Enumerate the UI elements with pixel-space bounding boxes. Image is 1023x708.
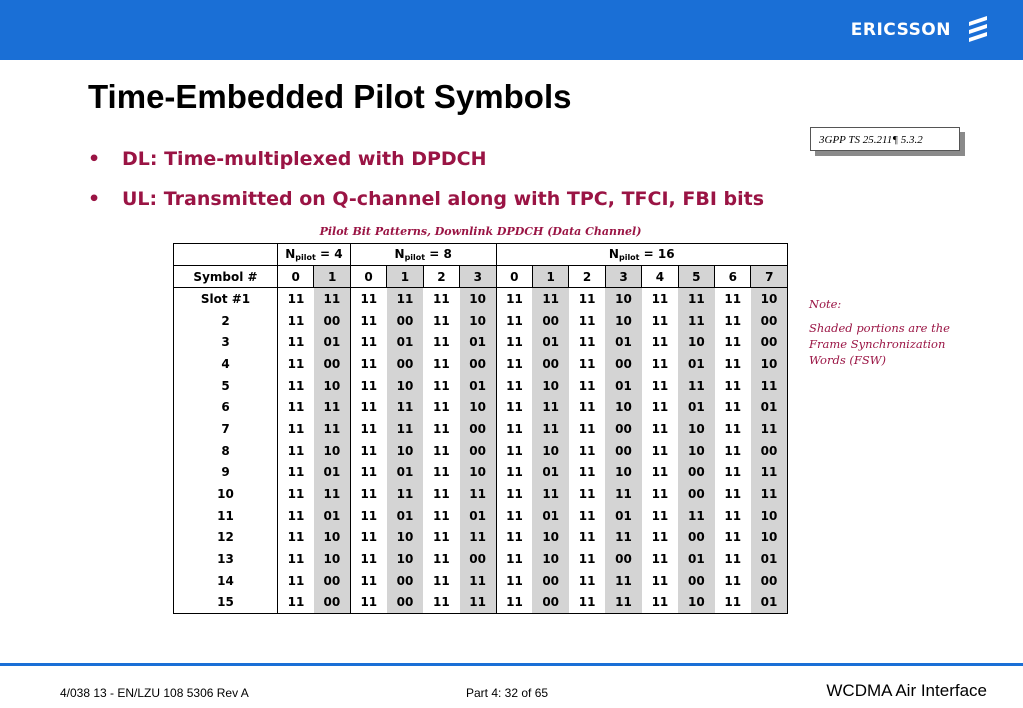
- pilot-bit-cell: 11: [605, 570, 641, 592]
- slot-label-cell: 11: [174, 505, 278, 527]
- pilot-bit-cell: 11: [651, 356, 669, 371]
- pilot-bit-cell: 01: [460, 505, 496, 527]
- table-row: [174, 505, 788, 527]
- pilot-bit-cell: 11: [642, 592, 678, 614]
- pilot-bit-cell: 11: [506, 552, 523, 567]
- pilot-bit-cell: 01: [605, 505, 641, 527]
- pilot-bit-cell: 11: [287, 443, 305, 458]
- pilot-bit-cell: 11: [433, 313, 450, 328]
- pilot-bit-cell: 11: [724, 291, 742, 306]
- pilot-bit-cell: 10: [460, 396, 496, 418]
- pilot-bit-cell: 10: [751, 353, 788, 375]
- pilot-bit-cell: 10: [387, 375, 423, 397]
- pilot-bit-cell: 00: [532, 592, 568, 614]
- pilot-bit-cell: 11: [506, 443, 523, 458]
- table-row: [174, 462, 788, 484]
- group-header-npilot-8: $N_{pilot} = 8$: [350, 244, 496, 266]
- pilot-bit-cell: 11: [578, 421, 596, 436]
- pilot-bit-cell: 00: [751, 331, 788, 353]
- pilot-bit-cell: 11: [651, 335, 669, 350]
- pilot-bit-cell: 01: [314, 462, 350, 484]
- pilot-bit-cell: 11: [651, 573, 669, 588]
- pilot-bit-cell: 00: [751, 570, 788, 592]
- reference-callout: 3GPP TS 25.211¶ 5.3.2: [810, 127, 960, 151]
- pilot-bit-cell: 11: [360, 291, 378, 306]
- pilot-bit-cell: 11: [433, 487, 450, 502]
- pilot-bit-cell: 10: [678, 592, 714, 614]
- pilot-bit-cell: 10: [387, 440, 423, 462]
- table-row: [174, 353, 788, 375]
- pilot-bit-cell: 11: [360, 552, 378, 567]
- pilot-bit-cell: 10: [460, 288, 496, 310]
- pilot-bit-cell: 11: [460, 592, 496, 614]
- pilot-bit-cell: 10: [387, 548, 423, 570]
- symbol-header-cell: 1: [314, 266, 350, 288]
- pilot-bit-cell: 11: [287, 400, 305, 415]
- pilot-bit-cell: 11: [506, 313, 523, 328]
- pilot-bit-cell: 00: [605, 418, 641, 440]
- table-row: [174, 592, 788, 614]
- pilot-bit-cell: 10: [678, 418, 714, 440]
- footer-product: WCDMA Air Interface: [826, 681, 987, 700]
- pilot-bit-cell: 11: [360, 465, 378, 480]
- pilot-bit-cell: 11: [287, 465, 305, 480]
- table-row: [174, 570, 788, 592]
- pilot-bit-cell: 11: [651, 487, 669, 502]
- pilot-bit-cell: 01: [751, 548, 788, 570]
- pilot-bit-cell: 11: [506, 465, 523, 480]
- pilot-bit-cell: 11: [578, 573, 596, 588]
- pilot-bit-cell: 01: [532, 331, 568, 353]
- note-box: [809, 296, 979, 376]
- pilot-bit-cell: 01: [751, 396, 788, 418]
- pilot-bit-cell: 11: [651, 291, 669, 306]
- pilot-bit-cell: 11: [506, 291, 523, 306]
- symbol-header-cell: 7: [751, 266, 788, 288]
- pilot-bit-cell: 00: [314, 353, 350, 375]
- pilot-bit-cell: 11: [605, 592, 641, 614]
- pilot-bit-cell: 11: [460, 527, 496, 549]
- pilot-bit-cell: 10: [751, 505, 788, 527]
- symbol-header-row: [174, 266, 788, 288]
- pilot-bit-cell: 11: [433, 530, 450, 545]
- pilot-bit-cell: 11: [651, 552, 669, 567]
- pilot-bit-cell: 11: [433, 378, 450, 393]
- pilot-bit-cell: 01: [387, 462, 423, 484]
- pilot-bit-cell: 01: [460, 375, 496, 397]
- symbol-header-cell: 5: [678, 266, 714, 288]
- footer-page-number: Part 4: 32 of 65: [466, 686, 549, 700]
- pilot-bit-cell: 11: [724, 421, 742, 436]
- pilot-bit-cell: 01: [605, 375, 641, 397]
- pilot-bit-cell: 11: [651, 421, 669, 436]
- symbol-header-cell: 2: [423, 266, 459, 288]
- pilot-bit-cell: 11: [578, 552, 596, 567]
- table-caption: Pilot Bit Patterns, Downlink DPDCH (Data Channel): [319, 225, 642, 238]
- pilot-bit-cell: 10: [460, 310, 496, 332]
- pilot-bit-cell: 11: [433, 552, 450, 567]
- pilot-bit-cell: 00: [751, 440, 788, 462]
- table-row: [174, 310, 788, 332]
- table-row: [174, 527, 788, 549]
- pilot-bit-cell: 11: [751, 418, 788, 440]
- pilot-bit-cell: 11: [506, 335, 523, 350]
- pilot-bit-cell: 11: [287, 573, 305, 588]
- pilot-bit-cell: 11: [532, 483, 568, 505]
- pilot-bit-cell: 11: [287, 487, 305, 502]
- pilot-bit-cell: 00: [314, 592, 350, 614]
- pilot-bit-cell: 10: [532, 375, 568, 397]
- pilot-bit-cell: 11: [724, 356, 742, 371]
- pilot-bit-cell: 11: [751, 375, 788, 397]
- pilot-bit-cell: 10: [751, 288, 788, 310]
- symbol-header-cell: 3: [460, 266, 496, 288]
- symbol-header-cell: 4: [642, 266, 678, 288]
- pilot-bit-cell: 11: [678, 288, 714, 310]
- pilot-bit-cell: 01: [314, 331, 350, 353]
- pilot-bit-cell: 11: [387, 418, 423, 440]
- pilot-bit-cell: 00: [387, 310, 423, 332]
- pilot-bit-cell: 00: [532, 310, 568, 332]
- pilot-bit-cell: 01: [460, 331, 496, 353]
- pilot-bit-cell: 11: [287, 378, 305, 393]
- pilot-bit-cell: 01: [751, 592, 788, 614]
- pilot-bit-cell: 11: [506, 378, 523, 393]
- pilot-bit-cell: 01: [387, 331, 423, 353]
- symbol-header-cell: 0: [350, 266, 386, 288]
- pilot-bit-cell: 11: [506, 487, 523, 502]
- corner-cell: [174, 244, 278, 266]
- slot-label-cell: 15: [174, 592, 278, 614]
- slot-label-cell: 5: [174, 375, 278, 397]
- pilot-bit-cell: 11: [287, 508, 305, 523]
- pilot-bit-cell: 10: [314, 375, 350, 397]
- slot-label-cell: 10: [174, 483, 278, 505]
- pilot-bit-cell: 01: [678, 353, 714, 375]
- pilot-bit-cell: 11: [724, 335, 742, 350]
- pilot-bit-cell: 11: [506, 356, 523, 371]
- pilot-bit-cell: 11: [506, 573, 523, 588]
- pilot-bit-cell: 10: [532, 440, 568, 462]
- pilot-bit-cell: 11: [433, 335, 450, 350]
- pilot-bit-cell: 11: [578, 508, 596, 523]
- pilot-bit-cell: 01: [532, 505, 568, 527]
- pilot-bit-cell: 11: [715, 592, 751, 614]
- pilot-bit-cell: 10: [605, 288, 641, 310]
- pilot-bit-cell: 11: [314, 483, 350, 505]
- pilot-bit-cell: 11: [724, 487, 742, 502]
- pilot-bit-cell: 11: [678, 505, 714, 527]
- pilot-bit-cell: 00: [387, 592, 423, 614]
- pilot-bit-cell: 11: [423, 592, 459, 614]
- pilot-bit-cell: 01: [387, 505, 423, 527]
- pilot-bit-cell: 11: [651, 400, 669, 415]
- slot-label-cell: 2: [174, 310, 278, 332]
- pilot-bit-cell: 00: [605, 353, 641, 375]
- group-header-row: [174, 244, 788, 266]
- pilot-bit-cell: 11: [724, 443, 742, 458]
- pilot-bit-cell: 11: [287, 530, 305, 545]
- pilot-bit-cell: 11: [578, 378, 596, 393]
- pilot-bit-cell: 11: [350, 592, 386, 614]
- page-title: Time-Embedded Pilot Symbols: [88, 78, 572, 115]
- pilot-bit-cell: 11: [651, 378, 669, 393]
- pilot-bit-cell: 11: [287, 335, 305, 350]
- pilot-bit-cell: 11: [496, 592, 532, 614]
- table-row: [174, 418, 788, 440]
- pilot-bit-cell: 11: [460, 570, 496, 592]
- pilot-bit-cell: 01: [605, 331, 641, 353]
- pilot-bit-cell: 11: [360, 530, 378, 545]
- slot-label-cell: 3: [174, 331, 278, 353]
- table-row: [174, 331, 788, 353]
- slot-label-cell: 8: [174, 440, 278, 462]
- pilot-bit-cell: 11: [360, 573, 378, 588]
- pilot-bit-cell: 11: [678, 375, 714, 397]
- symbol-header-cell: 1: [532, 266, 568, 288]
- pilot-bit-cell: 11: [287, 421, 305, 436]
- pilot-bit-cell: 10: [605, 396, 641, 418]
- pilot-bit-cell: 11: [433, 465, 450, 480]
- pilot-bit-cell: 11: [360, 443, 378, 458]
- pilot-bit-cell: 11: [651, 443, 669, 458]
- pilot-bit-cell: 10: [532, 527, 568, 549]
- pilot-bit-cell: 11: [387, 396, 423, 418]
- table-row: [174, 548, 788, 570]
- pilot-bit-cell: 11: [360, 313, 378, 328]
- pilot-bit-cell: 11: [314, 418, 350, 440]
- pilot-bit-cell: 11: [506, 508, 523, 523]
- bullet-marker: •: [88, 148, 101, 170]
- pilot-bit-cell: 11: [578, 291, 596, 306]
- pilot-bit-cell: 11: [387, 483, 423, 505]
- pilot-bit-cell: 11: [360, 421, 378, 436]
- pilot-bit-cell: 11: [578, 443, 596, 458]
- pilot-bit-cell: 11: [751, 483, 788, 505]
- pilot-bit-cell: 11: [287, 356, 305, 371]
- pilot-bit-cell: 11: [314, 288, 350, 310]
- pilot-bit-cell: 10: [314, 527, 350, 549]
- pilot-bit-cell: 00: [751, 310, 788, 332]
- footer-doc-id: 4/038 13 - EN/LZU 108 5306 Rev A: [60, 686, 249, 700]
- pilot-bit-cell: 10: [605, 462, 641, 484]
- pilot-bit-cell: 11: [569, 592, 605, 614]
- group-header-npilot-16: $N_{pilot} = 16$: [496, 244, 787, 266]
- pilot-bit-cell: 11: [506, 421, 523, 436]
- pilot-bit-cell: 11: [578, 356, 596, 371]
- slot-label-cell: 6: [174, 396, 278, 418]
- slot-label-cell: 9: [174, 462, 278, 484]
- pilot-bit-cell: 11: [678, 310, 714, 332]
- pilot-bit-cell: 11: [287, 313, 305, 328]
- symbol-label: Symbol #: [174, 266, 278, 288]
- pilot-bit-cell: 00: [678, 483, 714, 505]
- pilot-bit-cell: 11: [724, 508, 742, 523]
- bullet-text: DL: Time-multiplexed with DPDCH: [122, 148, 487, 170]
- pilot-bit-cell: 01: [678, 548, 714, 570]
- pilot-bit-cell: 11: [532, 288, 568, 310]
- pilot-bit-cell: 00: [460, 440, 496, 462]
- pilot-bit-cell: 00: [605, 548, 641, 570]
- note-heading: Note:: [809, 297, 842, 311]
- slot-label-cell: 13: [174, 548, 278, 570]
- symbol-header-cell: 2: [569, 266, 605, 288]
- pilot-bit-cell: 11: [287, 552, 305, 567]
- pilot-bit-cell: 01: [678, 396, 714, 418]
- pilot-bit-cell: 11: [360, 356, 378, 371]
- slot-label-cell: Slot #1: [174, 288, 278, 310]
- symbol-header-cell: 0: [496, 266, 532, 288]
- pilot-bit-cell: 11: [651, 530, 669, 545]
- pilot-bit-cell: 11: [724, 552, 742, 567]
- pilot-bit-cell: 11: [578, 530, 596, 545]
- pilot-bit-cell: 11: [724, 530, 742, 545]
- pilot-bit-cell: 11: [532, 418, 568, 440]
- pilot-bit-cell: 11: [278, 592, 314, 614]
- pilot-bit-cell: 11: [433, 421, 450, 436]
- pilot-bit-cell: 11: [314, 396, 350, 418]
- pilot-bit-cell: 11: [724, 378, 742, 393]
- bullet-marker: •: [88, 188, 101, 210]
- pilot-bit-cell: 11: [506, 530, 523, 545]
- pilot-bit-cell: 00: [532, 570, 568, 592]
- pilot-bit-cell: 10: [532, 548, 568, 570]
- pilot-bit-cell: 11: [724, 313, 742, 328]
- pilot-bit-cell: 11: [724, 465, 742, 480]
- pilot-bit-cell: 00: [387, 570, 423, 592]
- table-row: [174, 375, 788, 397]
- pilot-bit-cell: 11: [578, 400, 596, 415]
- table-row: [174, 288, 788, 310]
- pilot-bit-cell: 11: [578, 313, 596, 328]
- pilot-bit-cell: 11: [360, 335, 378, 350]
- pilot-bit-cell: 11: [433, 443, 450, 458]
- pilot-bit-cell: 11: [605, 527, 641, 549]
- pilot-bit-cell: 01: [532, 462, 568, 484]
- pilot-bit-cell: 11: [605, 483, 641, 505]
- pilot-bit-cell: 10: [387, 527, 423, 549]
- pilot-bit-cell: 11: [433, 400, 450, 415]
- pilot-bit-cell: 00: [460, 353, 496, 375]
- pilot-bit-cell: 10: [460, 462, 496, 484]
- pilot-bit-cell: 11: [651, 313, 669, 328]
- pilot-bit-cell: 00: [532, 353, 568, 375]
- pilot-bit-cell: 10: [678, 331, 714, 353]
- pilot-bit-cell: 11: [433, 291, 450, 306]
- pilot-bit-cell: 11: [433, 573, 450, 588]
- pilot-bit-cell: 11: [724, 573, 742, 588]
- pilot-bit-cell: 11: [287, 291, 305, 306]
- table-row: [174, 396, 788, 418]
- pilot-bit-cell: 11: [433, 508, 450, 523]
- pilot-bit-cell: 00: [678, 462, 714, 484]
- brand-name: ERICSSON: [850, 20, 951, 40]
- pilot-bit-cell: 11: [360, 400, 378, 415]
- pilot-bit-cell: 00: [460, 418, 496, 440]
- pilot-bit-cell: 11: [578, 465, 596, 480]
- slot-label-cell: 4: [174, 353, 278, 375]
- pilot-bit-cell: 11: [724, 400, 742, 415]
- symbol-header-cell: 3: [605, 266, 641, 288]
- bullet-downlink: [88, 148, 487, 170]
- footer-divider: [0, 663, 1023, 666]
- pilot-bit-cell: 00: [678, 570, 714, 592]
- symbol-header-cell: 6: [715, 266, 751, 288]
- ericsson-logo-icon: [967, 14, 989, 42]
- pilot-bit-cell: 11: [360, 487, 378, 502]
- pilot-bit-cell: 00: [314, 310, 350, 332]
- pilot-table-body: [174, 288, 788, 614]
- pilot-bit-cell: 11: [651, 465, 669, 480]
- bullet-text: UL: Transmitted on Q-channel along with TPC, TFCI, FBI bits: [122, 188, 765, 210]
- pilot-bit-cell: 11: [532, 396, 568, 418]
- bullet-uplink: [88, 188, 764, 210]
- symbol-header-cell: 1: [387, 266, 423, 288]
- group-header-npilot-4: $N_{pilot} = 4$: [278, 244, 351, 266]
- pilot-bit-cell: 11: [460, 483, 496, 505]
- pilot-bit-cell: 11: [506, 400, 523, 415]
- pilot-bit-cell: 10: [314, 440, 350, 462]
- pilot-bit-cell: 10: [751, 527, 788, 549]
- pilot-bit-cell: 11: [387, 288, 423, 310]
- pilot-bit-cell: 00: [678, 527, 714, 549]
- pilot-bit-cell: 00: [605, 440, 641, 462]
- symbol-header-cell: 0: [278, 266, 314, 288]
- pilot-bit-cell: 11: [578, 487, 596, 502]
- pilot-bit-cell: 11: [360, 508, 378, 523]
- slot-label-cell: 14: [174, 570, 278, 592]
- table-row: [174, 483, 788, 505]
- pilot-bit-cell: 11: [360, 378, 378, 393]
- pilot-bit-cell: 10: [314, 548, 350, 570]
- table-row: [174, 440, 788, 462]
- pilot-bit-cell: 01: [314, 505, 350, 527]
- slot-label-cell: 12: [174, 527, 278, 549]
- pilot-bit-table: [173, 243, 788, 614]
- slot-label-cell: 7: [174, 418, 278, 440]
- pilot-bit-cell: 11: [578, 335, 596, 350]
- pilot-bit-cell: 11: [433, 356, 450, 371]
- pilot-bit-cell: 11: [751, 462, 788, 484]
- note-text: Shaded portions are the Frame Synchronization Words (FSW): [809, 321, 950, 367]
- pilot-bit-cell: 00: [460, 548, 496, 570]
- pilot-bit-cell: 00: [314, 570, 350, 592]
- pilot-bit-cell: 10: [678, 440, 714, 462]
- pilot-bit-cell: 11: [651, 508, 669, 523]
- pilot-bit-cell: 10: [605, 310, 641, 332]
- pilot-bit-cell: 00: [387, 353, 423, 375]
